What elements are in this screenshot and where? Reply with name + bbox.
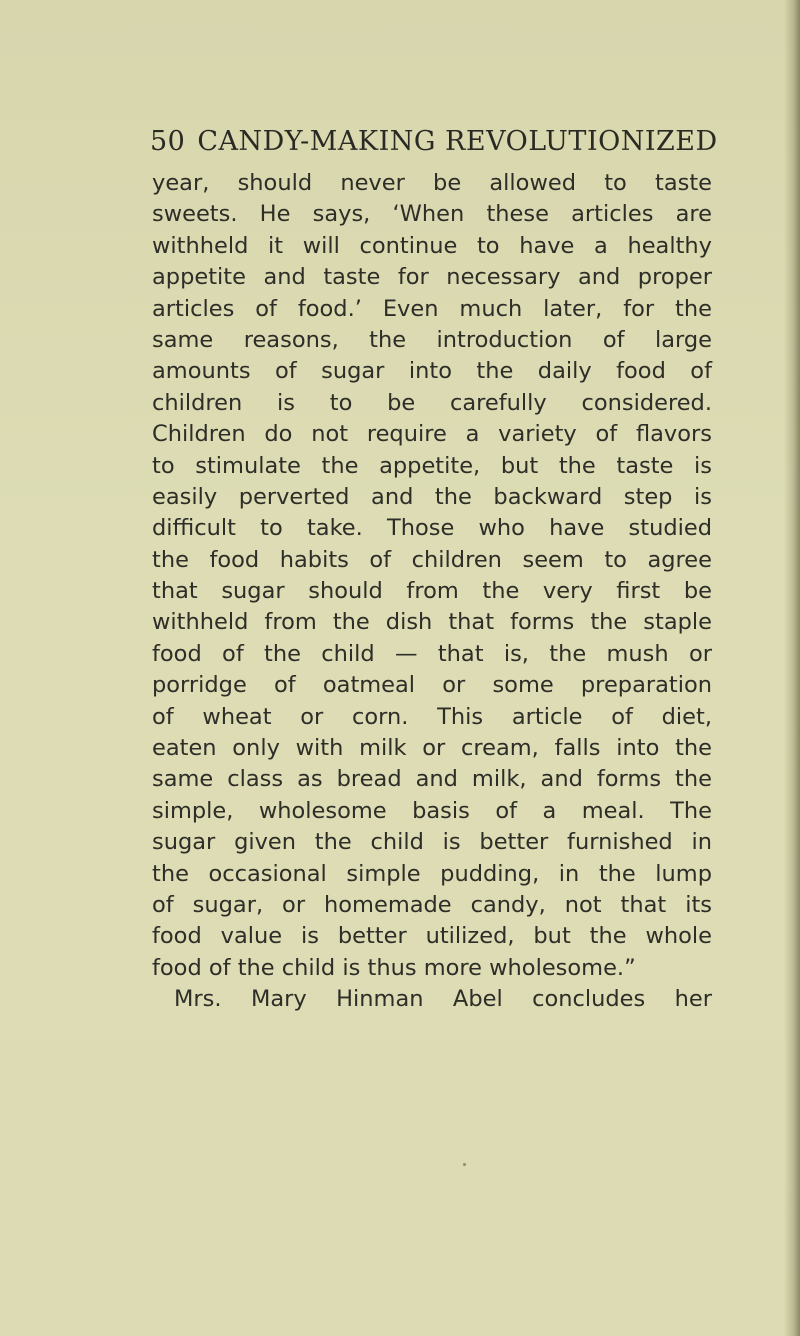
- text-line: Mrs. Mary Hinman Abel concludes her: [174, 986, 712, 1013]
- text-line: to stimulate the appetite, but the taste is: [152, 452, 712, 479]
- text-line: Children do not require a variety of flavors: [152, 421, 712, 448]
- text-line: porridge of oatmeal or some preparation: [152, 672, 712, 699]
- text-line: year, should never be allowed to taste: [152, 170, 712, 196]
- text-line: difficult to take. Those who have studied: [152, 515, 712, 542]
- page-number: 50: [150, 126, 186, 157]
- text-line: food of the child is thus more wholesome.”: [152, 954, 636, 981]
- text-line: that sugar should from the very first be: [152, 578, 712, 605]
- text-line: food value is better utilized, but the whole: [152, 923, 712, 950]
- text-line: easily perverted and the backward step is: [152, 483, 712, 510]
- text-line: sweets. He says, ‘When these articles are: [152, 201, 712, 228]
- text-line: same reasons, the introduction of large: [152, 326, 712, 353]
- text-line: of sugar, or homemade candy, not that its: [152, 891, 712, 918]
- page-edge-shadow: [784, 0, 800, 1336]
- text-line: withheld it will continue to have a healthy: [152, 232, 712, 259]
- text-line: same class as bread and milk, and forms the: [152, 766, 712, 793]
- text-line: appetite and taste for necessary and proper: [152, 264, 712, 291]
- body-text: [152, 168, 712, 1016]
- paper-speck: [463, 1163, 466, 1166]
- text-line: withheld from the dish that forms the staple: [152, 609, 712, 636]
- text-line: articles of food.’ Even much later, for the: [152, 295, 712, 322]
- text-line: sugar given the child is better furnished in: [152, 829, 712, 856]
- running-head: [150, 126, 718, 157]
- text-line: the occasional simple pudding, in the lump: [152, 860, 712, 887]
- running-title: CANDY-MAKING REVOLUTIONIZED: [197, 126, 718, 157]
- text-line: amounts of sugar into the daily food of: [152, 358, 712, 385]
- text-line: the food habits of children seem to agree: [152, 546, 712, 573]
- text-line: simple, wholesome basis of a meal. The: [152, 797, 712, 824]
- text-line: food of the child — that is, the mush or: [152, 640, 712, 667]
- text-line: children is to be carefully considered.: [152, 389, 712, 416]
- text-line: eaten only with milk or cream, falls into the: [152, 735, 712, 762]
- text-line: of wheat or corn. This article of diet,: [152, 703, 712, 730]
